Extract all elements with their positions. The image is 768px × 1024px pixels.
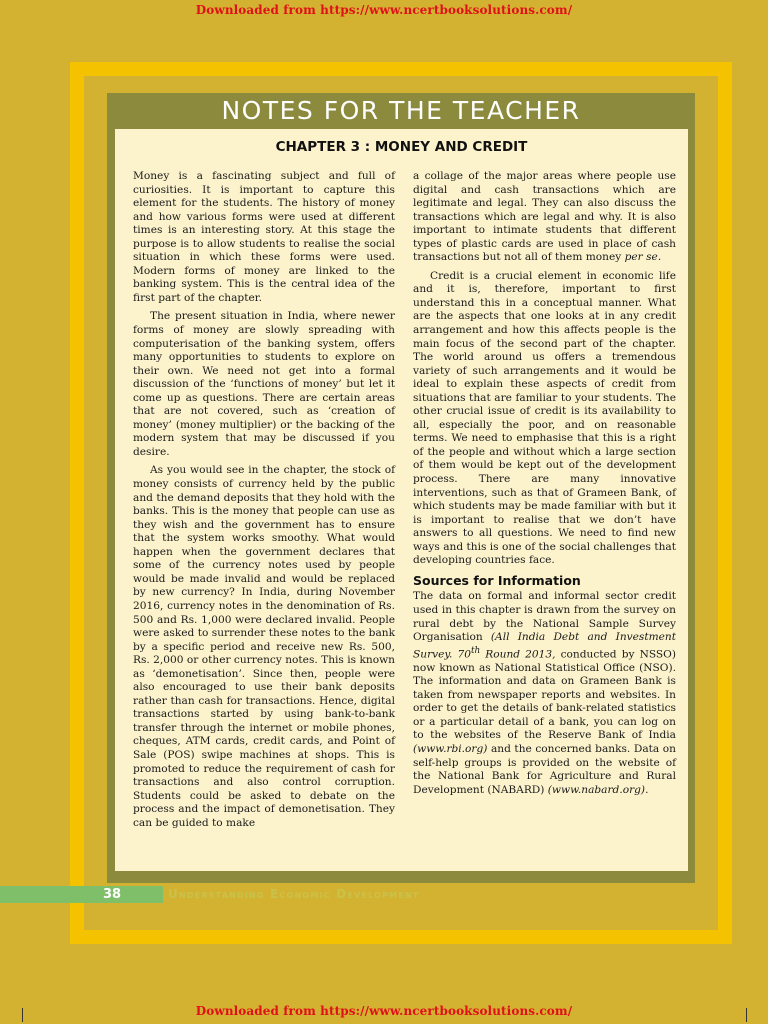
panel-title: NOTES FOR THE TEACHER (221, 96, 581, 125)
book-title: Understanding Economic Development (168, 887, 420, 901)
paragraph: a collage of the major areas where people use digital and cash transactions which are legitimate and legal. They can also discuss the transactions which are legal and why. It is also important to intimate students that different types of plastic cards are used in place of cash transactions but not all of them money per se. (413, 170, 676, 264)
paragraph: The present situation in India, where newer forms of money are slowly spreading with computerisation of the banking system, offers many opportunities to students to explore on their own. We need not get into a formal discussion of the ‘functions of money’ but let it come up as questions. There are certain areas that are not covered, such as ‘creation of money’ (money multiplier) or the backing of the modern system that may be discussed if you desire. (133, 310, 395, 458)
paragraph: As you would see in the chapter, the stock of money consists of currency held by the public and the demand deposits that they hold with the banks. This is the money that people can use as they wish and the government has to ensure that the system works smoothy. What would happen when the government declares that some of the currency notes used by people would be made invalid and would be replaced by new currency? In India, during November 2016, currency notes in the denomination of Rs. 500 and Rs. 1,000 were declared invalid. People were asked to surrender these notes to the bank by a specific period and receive new Rs. 500, Rs. 2,000 or other currency notes. This is known as ‘demonetisation’. Since then, people were also encouraged to use their bank deposits rather than cash for transactions. Hence, digital transactions started by using bank-to-bank transfer through the internet or mobile phones, cheques, ATM cards, credit cards, and Point of Sale (POS) swipe machines at shops. This is promoted to reduce the requirement of cash for transactions and also control corruption. Students could be asked to debate on the process and the impact of demonetisation. They can be guided to make (133, 464, 395, 829)
page-number: 38 (103, 887, 122, 902)
download-banner-top: Downloaded from https://www.ncertbooksolutions.com/ (195, 3, 573, 17)
paragraph: The data on formal and informal sector credit used in this chapter is drawn from the survey on rural debt by the National Sample Survey Organisation (All India Debt and Investment Survey. 70th Round 2013, conducted by NSSO) now known as National Statistical Office (NSO). The information and data on Grameen Bank is taken from newspaper reports and websites. In order to get the details of bank-related statistics or a particular detail of a bank, you can log on to the websites of the Reserve Bank of India (www.rbi.org) and the concerned banks. Data on self-help groups is provided on the website of the National Bank for Agriculture and Rural Development (NABARD) (www.nabard.org). (413, 590, 676, 796)
section-heading: Sources for Information (413, 572, 581, 588)
nabard-link-text: (www.nabard.org) (547, 783, 646, 796)
download-banner-bottom: Downloaded from https://www.ncertbooksolutions.com/ (195, 1004, 573, 1018)
paragraph: Money is a fascinating subject and full of curiosities. It is important to capture this element for the students. The history of money and how various forms were used at different times is an interesting story. At this stage the purpose is to allow students to realise the social situation in which these forms were used. Modern forms of money are linked to the banking system. This is the central idea of the first part of the chapter. (133, 170, 395, 304)
rbi-link-text: (www.rbi.org) (413, 742, 488, 755)
right-column (413, 170, 676, 802)
footer-bar (0, 886, 163, 903)
crop-mark (22, 1008, 23, 1022)
paragraph: Credit is a crucial element in economic life and it is, therefore, important to first understand this in a conceptual manner. What are the aspects that one looks at in any credit arrangement and how this affects people is the main focus of the second part of the chapter. The world around us offers a tremendous variety of such arrangements and it would be ideal to explain these aspects of credit from situations that are familiar to your students. The other crucial issue of credit is its availability to all, especially the poor, and on reasonable terms. We need to emphasise that this is a right of the people and without which a large section of them would be kept out of the development process. There are many innovative interventions, such as that of Grameen Bank, of which students may be made familiar with but it is important to realise that we don’t have answers to all questions. We need to find new ways and this is one of the social challenges that developing countries face. (413, 269, 676, 567)
chapter-title: CHAPTER 3 : MONEY AND CREDIT (275, 139, 528, 155)
left-column (133, 170, 395, 835)
crop-mark (746, 1008, 747, 1022)
